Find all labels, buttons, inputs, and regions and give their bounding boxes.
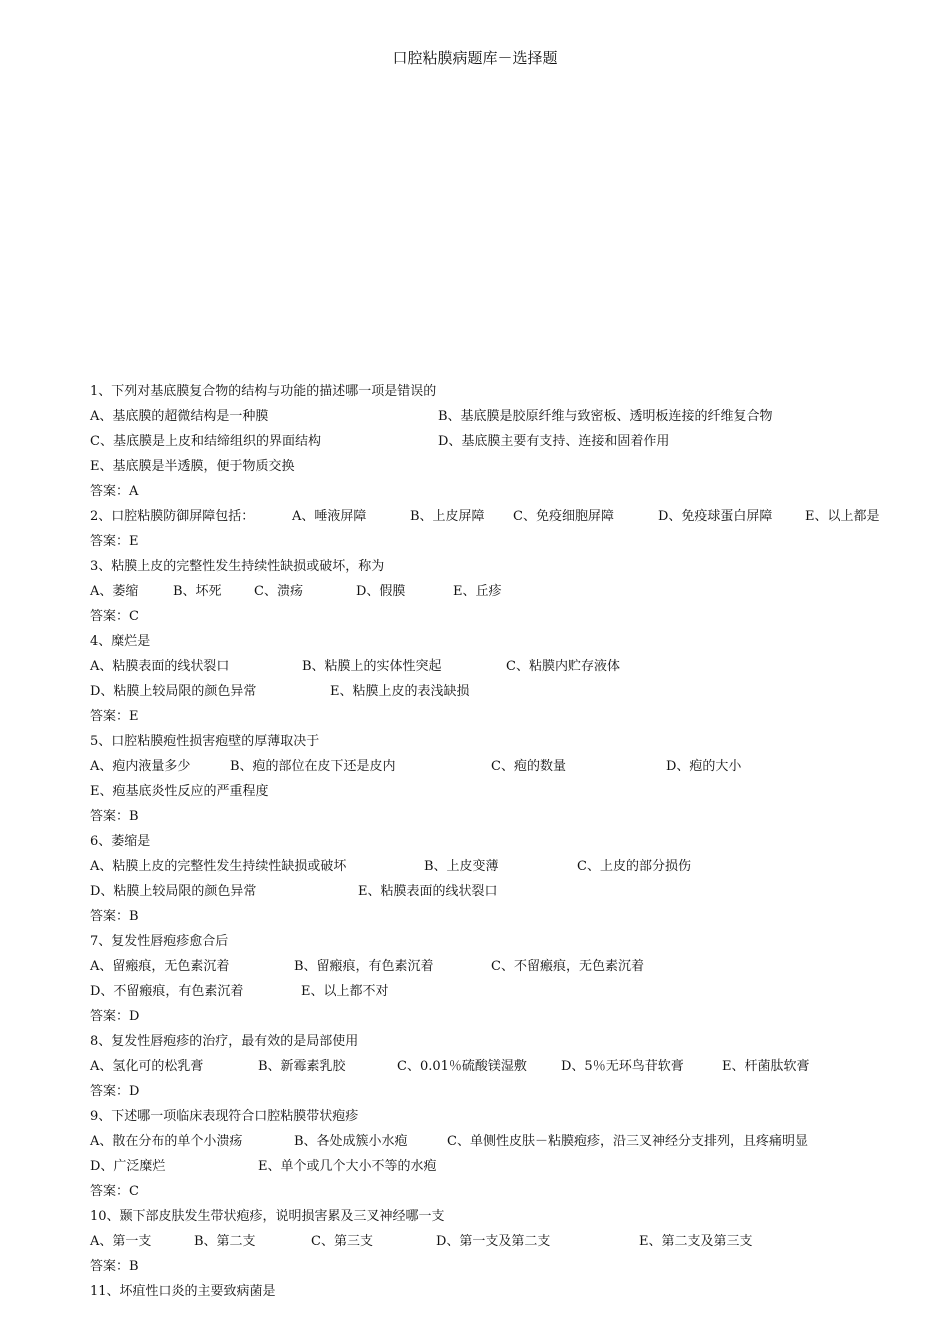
option-a: A、基底膜的超微结构是一种膜 bbox=[90, 409, 269, 424]
option-row bbox=[90, 779, 910, 804]
option-row bbox=[90, 754, 910, 779]
question-stem-text: 2、口腔粘膜防御屏障包括： bbox=[90, 509, 255, 524]
option-row bbox=[90, 1129, 910, 1154]
answer-text: 答案：B bbox=[90, 909, 139, 924]
option-e: E、以上都是 bbox=[805, 509, 880, 524]
option-row bbox=[90, 454, 910, 479]
answer-text: 答案：D bbox=[90, 1009, 140, 1024]
option-e: E、基底膜是半透膜，便于物质交换 bbox=[90, 459, 295, 474]
option-b: B、粘膜上的实体性突起 bbox=[302, 659, 442, 674]
answer-text: 答案：C bbox=[90, 1184, 139, 1199]
question-stem-text: 8、复发性唇疱疹的治疗，最有效的是局部使用 bbox=[90, 1034, 359, 1049]
option-e: E、粘膜上皮的表浅缺损 bbox=[330, 684, 470, 699]
question-stem-text: 11、坏疽性口炎的主要致病菌是 bbox=[90, 1284, 276, 1299]
option-row bbox=[90, 879, 910, 904]
option-a: A、萎缩 bbox=[90, 584, 139, 599]
option-b: B、留瘢痕，有色素沉着 bbox=[294, 959, 434, 974]
question-stem bbox=[90, 929, 910, 954]
answer-text: 答案：B bbox=[90, 1259, 139, 1274]
option-b: B、上皮变薄 bbox=[424, 859, 499, 874]
question-stem bbox=[90, 379, 910, 404]
option-d: D、假膜 bbox=[356, 584, 406, 599]
option-b: B、上皮屏障 bbox=[410, 509, 485, 524]
document-title: 口腔粘膜病题库－选择题 bbox=[392, 49, 558, 67]
question-stem-text: 5、口腔粘膜疱性损害疱壁的厚薄取决于 bbox=[90, 734, 320, 749]
option-c: C、溃疡 bbox=[254, 584, 303, 599]
option-b: B、疱的部位在皮下还是皮内 bbox=[230, 759, 396, 774]
question-stem-text: 7、复发性唇疱疹愈合后 bbox=[90, 934, 229, 949]
option-d: D、粘膜上较局限的颜色异常 bbox=[90, 684, 257, 699]
option-c: C、粘膜内贮存液体 bbox=[506, 659, 620, 674]
answer-line bbox=[90, 904, 910, 929]
option-e: E、粘膜表面的线状裂口 bbox=[358, 884, 498, 899]
question-stem bbox=[90, 554, 910, 579]
option-row bbox=[90, 504, 910, 529]
question-stem-text: 3、粘膜上皮的完整性发生持续性缺损或破坏，称为 bbox=[90, 559, 385, 574]
option-b: B、坏死 bbox=[173, 584, 222, 599]
option-b: B、新霉素乳胶 bbox=[258, 1059, 346, 1074]
option-row bbox=[90, 404, 910, 429]
question-stem bbox=[90, 1029, 910, 1054]
answer-line bbox=[90, 1079, 910, 1104]
option-b: B、第二支 bbox=[194, 1234, 256, 1249]
option-row bbox=[90, 429, 910, 454]
option-e: E、杆菌肽软膏 bbox=[722, 1059, 810, 1074]
answer-line bbox=[90, 529, 910, 554]
option-e: E、以上都不对 bbox=[301, 984, 389, 999]
question-stem bbox=[90, 729, 910, 754]
option-b: B、基底膜是胶原纤维与致密板、透明板连接的纤维复合物 bbox=[438, 409, 773, 424]
answer-line bbox=[90, 479, 910, 504]
option-c: C、单侧性皮肤－粘膜疱疹，沿三叉神经分支排列，且疼痛明显 bbox=[447, 1134, 808, 1149]
option-e: E、单个或几个大小不等的水疱 bbox=[258, 1159, 437, 1174]
question-stem bbox=[90, 1279, 910, 1304]
option-d: D、第一支及第二支 bbox=[436, 1234, 551, 1249]
answer-text: 答案：A bbox=[90, 484, 139, 499]
option-c: C、不留瘢痕，无色素沉着 bbox=[491, 959, 644, 974]
answer-text: 答案：E bbox=[90, 709, 139, 724]
option-a: A、留瘢痕，无色素沉着 bbox=[90, 959, 230, 974]
option-a: A、第一支 bbox=[90, 1234, 152, 1249]
option-a: A、粘膜表面的线状裂口 bbox=[90, 659, 230, 674]
option-c: C、疱的数量 bbox=[491, 759, 566, 774]
question-stem-text: 10、颞下部皮肤发生带状疱疹，说明损害累及三叉神经哪一支 bbox=[90, 1209, 445, 1224]
option-row bbox=[90, 1054, 910, 1079]
answer-text: 答案：B bbox=[90, 809, 139, 824]
answer-line bbox=[90, 1179, 910, 1204]
answer-line bbox=[90, 1254, 910, 1279]
option-row bbox=[90, 679, 910, 704]
answer-text: 答案：C bbox=[90, 609, 139, 624]
option-d: D、广泛糜烂 bbox=[90, 1159, 166, 1174]
option-row bbox=[90, 854, 910, 879]
option-e: E、第二支及第三支 bbox=[639, 1234, 753, 1249]
option-d: D、基底膜主要有支持、连接和固着作用 bbox=[438, 434, 670, 449]
answer-text: 答案：D bbox=[90, 1084, 140, 1099]
answer-line bbox=[90, 604, 910, 629]
question-stem bbox=[90, 1104, 910, 1129]
option-d: D、5％无环鸟苷软膏 bbox=[561, 1059, 684, 1074]
answer-line bbox=[90, 804, 910, 829]
option-row bbox=[90, 1154, 910, 1179]
option-c: C、上皮的部分损伤 bbox=[577, 859, 691, 874]
option-row bbox=[90, 1229, 910, 1254]
option-d: D、免疫球蛋白屏障 bbox=[658, 509, 773, 524]
option-d: D、不留瘢痕，有色素沉着 bbox=[90, 984, 244, 999]
question-list bbox=[90, 379, 910, 1304]
option-row bbox=[90, 654, 910, 679]
option-e: E、疱基底炎性反应的严重程度 bbox=[90, 784, 269, 799]
option-c: C、0.01％硫酸镁湿敷 bbox=[397, 1059, 527, 1074]
option-a: A、疱内液量多少 bbox=[90, 759, 191, 774]
option-c: C、免疫细胞屏障 bbox=[513, 509, 614, 524]
option-row bbox=[90, 954, 910, 979]
option-a: A、氢化可的松乳膏 bbox=[90, 1059, 204, 1074]
option-a: A、唾液屏障 bbox=[292, 509, 367, 524]
answer-text: 答案：E bbox=[90, 534, 139, 549]
option-row bbox=[90, 579, 910, 604]
question-stem-text: 9、下述哪一项临床表现符合口腔粘膜带状疱疹 bbox=[90, 1109, 359, 1124]
option-d: D、疱的大小 bbox=[666, 759, 742, 774]
option-a: A、散在分布的单个小溃疡 bbox=[90, 1134, 243, 1149]
question-stem-text: 6、萎缩是 bbox=[90, 834, 151, 849]
question-stem bbox=[90, 629, 910, 654]
option-c: C、第三支 bbox=[311, 1234, 373, 1249]
question-stem-text: 4、糜烂是 bbox=[90, 634, 151, 649]
option-c: C、基底膜是上皮和结缔组织的界面结构 bbox=[90, 434, 321, 449]
option-d: D、粘膜上较局限的颜色异常 bbox=[90, 884, 257, 899]
option-a: A、粘膜上皮的完整性发生持续性缺损或破坏 bbox=[90, 859, 347, 874]
option-e: E、丘疹 bbox=[453, 584, 502, 599]
question-stem bbox=[90, 1204, 910, 1229]
question-stem-text: 1、下列对基底膜复合物的结构与功能的描述哪一项是错误的 bbox=[90, 384, 437, 399]
question-stem bbox=[90, 829, 910, 854]
option-row bbox=[90, 979, 910, 1004]
answer-line bbox=[90, 704, 910, 729]
answer-line bbox=[90, 1004, 910, 1029]
option-b: B、各处成簇小水疱 bbox=[294, 1134, 408, 1149]
